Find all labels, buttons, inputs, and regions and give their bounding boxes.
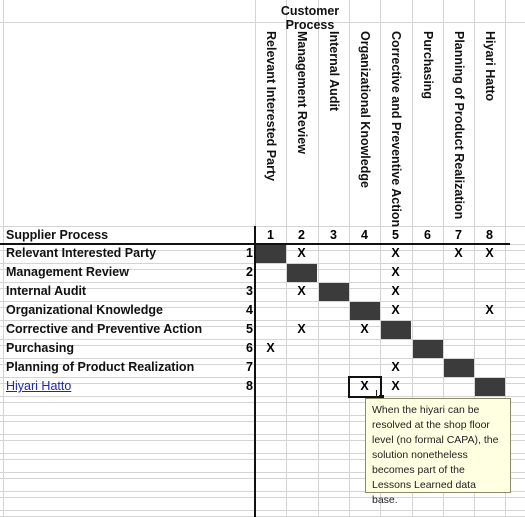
column-header-label: Internal Audit <box>326 31 341 112</box>
matrix-mark[interactable]: X <box>391 379 400 393</box>
column-header[interactable] <box>349 27 380 227</box>
matrix-mark[interactable]: X <box>391 303 400 317</box>
column-header-label: Corrective and Preventive Action <box>388 31 403 228</box>
column-header-label: Management Review <box>294 31 309 154</box>
column-header[interactable] <box>286 27 317 227</box>
diagonal-cell <box>319 283 349 301</box>
column-number: 3 <box>330 228 337 242</box>
row-number: 4 <box>246 303 253 317</box>
matrix-mark[interactable]: X <box>297 284 306 298</box>
diagonal-cell <box>256 245 286 263</box>
row-label: Relevant Interested Party <box>6 246 157 260</box>
row-number: 3 <box>246 284 253 298</box>
matrix-mark[interactable]: X <box>360 379 369 393</box>
row-label: Purchasing <box>6 341 75 355</box>
diagonal-cell <box>475 378 505 396</box>
matrix-mark[interactable]: X <box>360 322 369 336</box>
column-header-label: Hiyari Hatto <box>482 31 497 102</box>
gridline-horizontal <box>0 510 525 511</box>
matrix-left-border <box>254 226 256 517</box>
diagonal-cell <box>350 302 380 320</box>
gridline-horizontal <box>0 497 525 498</box>
matrix-mark[interactable]: X <box>297 246 306 260</box>
gridline-horizontal <box>0 396 525 397</box>
column-header[interactable] <box>380 27 411 227</box>
row-number: 1 <box>246 246 253 260</box>
matrix-mark[interactable]: X <box>297 322 306 336</box>
matrix-mark[interactable]: X <box>485 246 494 260</box>
column-header[interactable] <box>443 27 474 227</box>
column-number: 1 <box>267 228 274 242</box>
matrix-mark[interactable]: X <box>454 246 463 260</box>
column-header-label: Purchasing <box>420 31 435 100</box>
row-label: Corrective and Preventive Action <box>6 322 203 336</box>
row-label: Planning of Product Realization <box>6 360 195 374</box>
row-number: 5 <box>246 322 253 336</box>
customer-process-title: Customer Process <box>280 4 340 32</box>
matrix-mark[interactable]: X <box>391 284 400 298</box>
diagonal-cell <box>287 264 317 282</box>
diagonal-cell <box>381 321 411 339</box>
row-label: Management Review <box>6 265 129 279</box>
matrix-mark[interactable]: X <box>391 265 400 279</box>
diagonal-cell <box>444 359 474 377</box>
row-number: 8 <box>246 379 253 393</box>
matrix-mark[interactable]: X <box>391 360 400 374</box>
column-header[interactable] <box>474 27 505 227</box>
column-number: 7 <box>455 228 462 242</box>
column-header-label: Relevant Interested Party <box>263 31 278 182</box>
matrix-mark[interactable]: X <box>266 341 275 355</box>
column-number: 2 <box>298 228 305 242</box>
column-number: 6 <box>424 228 431 242</box>
row-number: 6 <box>246 341 253 355</box>
row-label: Organizational Knowledge <box>6 303 163 317</box>
column-header[interactable] <box>318 27 349 227</box>
cell-comment[interactable]: When the hiyari can be resolved at the shop floor level (no formal CAPA), the solution nonetheless becomes part of the Lessons Learned data base. <box>365 398 511 493</box>
column-header[interactable] <box>412 27 443 227</box>
matrix-mark[interactable]: X <box>485 303 494 317</box>
row-label: Internal Audit <box>6 284 87 298</box>
column-header-label: Organizational Knowledge <box>357 31 372 188</box>
row-label-link[interactable]: Hiyari Hatto <box>6 379 72 393</box>
diagonal-cell <box>413 340 443 358</box>
gridline-horizontal <box>0 377 525 378</box>
column-number: 8 <box>486 228 493 242</box>
column-number: 4 <box>361 228 368 242</box>
supplier-process-label: Supplier Process <box>6 228 109 242</box>
row-number: 2 <box>246 265 253 279</box>
gridline-horizontal <box>0 383 525 384</box>
row-number: 7 <box>246 360 253 374</box>
matrix-mark[interactable]: X <box>391 246 400 260</box>
column-header[interactable] <box>255 27 286 227</box>
column-number: 5 <box>392 228 399 242</box>
column-header-label: Planning of Product Realization <box>451 31 466 220</box>
